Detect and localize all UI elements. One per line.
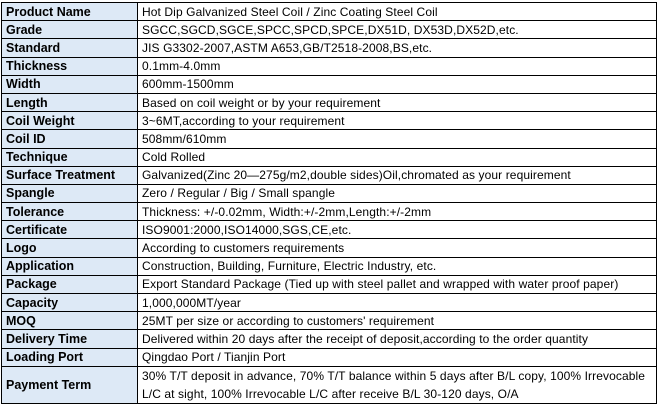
table-row (2, 39, 657, 57)
row-value-grade: SGCC,SGCD,SGCE,SPCC,SPCD,SPCE,DX51D, DX53D,DX52D,etc. (138, 21, 657, 39)
row-value-loading-port: Qingdao Port / Tianjin Port (138, 348, 657, 366)
table-row (2, 366, 657, 403)
table-row (2, 312, 657, 330)
row-label-logo: Logo (2, 239, 138, 257)
row-value-tolerance: Thickness: +/-0.02mm, Width:+/-2mm,Length:+/-2mm (138, 203, 657, 221)
table-row (2, 257, 657, 275)
row-value-technique: Cold Rolled (138, 148, 657, 166)
table-row (2, 184, 657, 202)
row-value-spangle: Zero / Regular / Big / Small spangle (138, 184, 657, 202)
product-spec-table (1, 2, 657, 404)
row-label-loading-port: Loading Port (2, 348, 138, 366)
table-row (2, 57, 657, 75)
row-label-standard: Standard (2, 39, 138, 57)
row-label-certificate: Certificate (2, 221, 138, 239)
table-row (2, 203, 657, 221)
table-row (2, 348, 657, 366)
table-row (2, 75, 657, 93)
row-value-product-name: Hot Dip Galvanized Steel Coil / Zinc Coating Steel Coil (138, 3, 657, 21)
row-label-capacity: Capacity (2, 294, 138, 312)
row-label-technique: Technique (2, 148, 138, 166)
row-label-product-name: Product Name (2, 3, 138, 21)
row-value-surface-treatment: Galvanized(Zinc 20—275g/m2,double sides)Oil,chromated as your requirement (138, 166, 657, 184)
row-label-grade: Grade (2, 21, 138, 39)
row-value-length: Based on coil weight or by your requirement (138, 93, 657, 111)
table-row (2, 330, 657, 348)
row-value-coil-weight: 3~6MT,according to your requirement (138, 112, 657, 130)
row-label-delivery-time: Delivery Time (2, 330, 138, 348)
row-label-moq: MOQ (2, 312, 138, 330)
row-label-payment-term: Payment Term (2, 366, 138, 403)
row-label-tolerance: Tolerance (2, 203, 138, 221)
table-row (2, 148, 657, 166)
row-value-capacity: 1,000,000MT/year (138, 294, 657, 312)
row-label-coil-weight: Coil Weight (2, 112, 138, 130)
table-row (2, 112, 657, 130)
table-row (2, 275, 657, 293)
table-row (2, 221, 657, 239)
row-value-payment-term: 30% T/T deposit in advance, 70% T/T balance within 5 days after B/L copy, 100% Irrevocable L/C at sight, 100% Irrevocable L/C after receive B/L 30-120 days, O/A (138, 366, 657, 403)
row-label-package: Package (2, 275, 138, 293)
row-value-application: Construction, Building, Furniture, Electric Industry, etc. (138, 257, 657, 275)
row-label-length: Length (2, 93, 138, 111)
table-row (2, 294, 657, 312)
row-label-thickness: Thickness (2, 57, 138, 75)
row-value-width: 600mm-1500mm (138, 75, 657, 93)
row-value-thickness: 0.1mm-4.0mm (138, 57, 657, 75)
row-value-moq: 25MT per size or according to customers' requirement (138, 312, 657, 330)
row-label-application: Application (2, 257, 138, 275)
spec-table-body (2, 3, 657, 404)
row-label-width: Width (2, 75, 138, 93)
row-value-certificate: ISO9001:2000,ISO14000,SGS,CE,etc. (138, 221, 657, 239)
row-label-surface-treatment: Surface Treatment (2, 166, 138, 184)
row-label-spangle: Spangle (2, 184, 138, 202)
row-value-standard: JIS G3302-2007,ASTM A653,GB/T2518-2008,BS,etc. (138, 39, 657, 57)
row-value-package: Export Standard Package (Tied up with steel pallet and wrapped with water proof paper) (138, 275, 657, 293)
row-value-logo: According to customers requirements (138, 239, 657, 257)
table-row (2, 166, 657, 184)
row-value-delivery-time: Delivered within 20 days after the receipt of deposit,according to the order quantity (138, 330, 657, 348)
row-value-coil-id: 508mm/610mm (138, 130, 657, 148)
row-label-coil-id: Coil ID (2, 130, 138, 148)
table-row (2, 93, 657, 111)
table-row (2, 21, 657, 39)
table-row (2, 130, 657, 148)
table-row (2, 239, 657, 257)
table-row (2, 3, 657, 21)
